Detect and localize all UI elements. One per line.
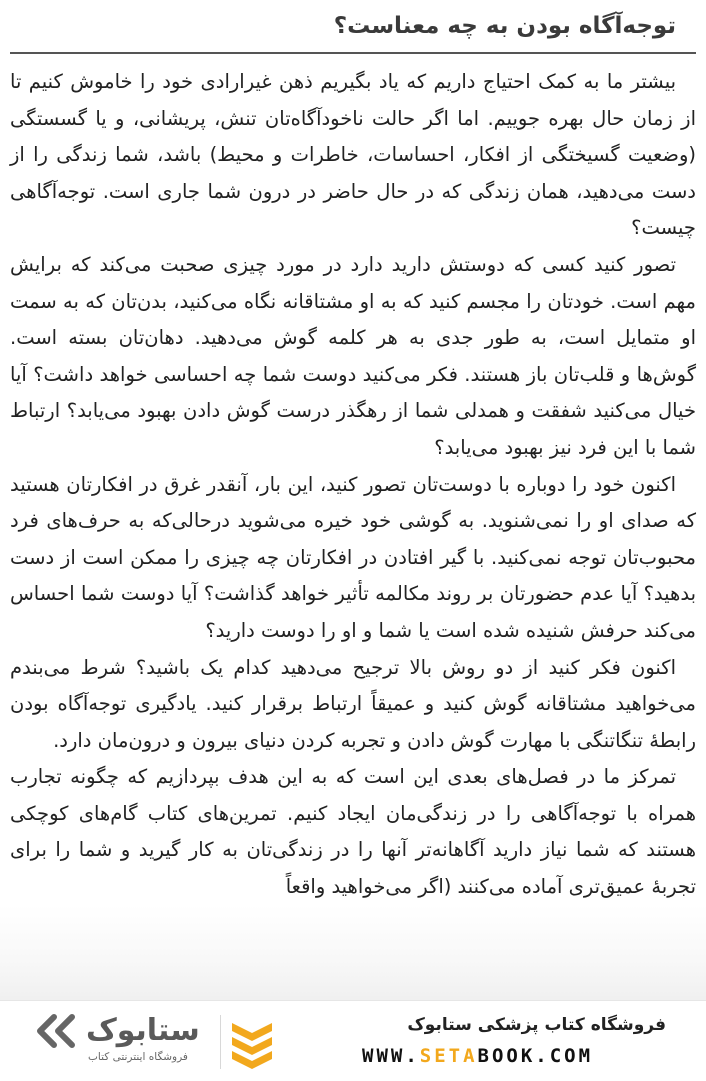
bottom-fade-overlay — [0, 905, 706, 1000]
title-divider — [10, 52, 696, 54]
setabook-logo[interactable] — [34, 1011, 274, 1073]
watermark-footer — [0, 1000, 706, 1081]
paragraph-2: تصور کنید کسی که دوستش دارید دارد در مورد چیزی صحبت می‌کند که برایش مهم است. خودتان را مجسم کنید که به او مشتاقانه نگاه می‌کنید، بدن‌تان که به سمت او متمایل است، به طور جدی به هر کلمه گوش می‌دهید. دهان‌تان بسته است. گوش‌ها و قلب‌تان باز هستند. فکر می‌کنید دوست شما چه احساسی خواهد داشت؟ آیا خیال می‌کنید شفقت و همدلی شما از رهگذر درست گوش دادن بهبود می‌یابد؟ ارتباط شما با این فرد نیز بهبود می‌یابد؟ — [10, 252, 696, 459]
paragraph-3: اکنون خود را دوباره با دوست‌تان تصور کنید، این بار، آنقدر غرق در افکارتان هستید که صدای او را نمی‌شنوید. به گوشی خود خیره می‌شوید درحالی‌که به حرف‌های فرد محبوب‌تان توجه نمی‌کنید. با گیر افتادن در افکارتان چه چیزی را ممکن است از دست بدهید؟ آیا عدم حضورتان بر روند مکالمه تأثیر خواهد گذاشت؟ آیا دوست شما احساس می‌کند حرفش شنیده شده است یا شما و او را دوست دارید؟ — [10, 472, 696, 642]
body-text — [10, 64, 696, 906]
logo-subtitle: فروشگاه اینترنتی کتاب — [88, 1051, 188, 1063]
url-prefix: WWW. — [362, 1045, 420, 1067]
paragraph-4: اکنون فکر کنید از دو روش بالا ترجیح می‌دهید کدام یک باشید؟ شرط می‌بندم می‌خواهید مشتاقانه گوش کنید و عمیقاً ارتباط برقرار کنید. یادگیری توجه‌آگاه بودن رابطهٔ تنگاتنگی با مهارت گوش دادن و تجربه کردن دنیای بیرون و درون‌مان دارد. — [10, 655, 696, 752]
book-stack-icon — [230, 1017, 274, 1069]
url-suffix: BOOK.COM — [477, 1045, 594, 1067]
store-url-link[interactable] — [362, 1045, 593, 1067]
store-name: فروشگاه کتاب پزشکی ستابوک — [407, 1015, 666, 1035]
paragraph-5: تمرکز ما در فصل‌های بعدی این است که به این هدف بپردازیم که چگونه تجارب همراه با توجه‌آگاهی را در زندگی‌مان ایجاد کنیم. تمرین‌های کتاب گام‌های کوچکی هستند که شما نیاز دارید آگاهانه‌تر آنها را در زندگی‌تان به کار گیرید و شما را برای تجربهٔ عمیق‌تری آماده می‌کنند (اگر می‌خواهید واقعاً — [10, 765, 696, 899]
logo-divider — [220, 1015, 221, 1069]
url-brand: SETA — [419, 1045, 478, 1067]
paragraph-1: بیشتر ما به کمک احتیاج داریم که یاد بگیریم ذهن غیرارادی خود را خاموش کنیم تا از زمان حال بهره جوییم. اما اگر حالت ناخودآگاه‌تان تنش، پریشانی، و یا گسستگی (وضعیت گسیختگی از افکار، احساسات، خاطرات و محیط) باشد، شما زندگی را از دست می‌دهید، همان زندگی که در حال حاضر در درون شما جاری است. توجه‌آگاهی چیست؟ — [10, 70, 696, 240]
double-chevron-icon — [34, 1011, 82, 1051]
page-title: توجه‌آگاه بودن به چه معناست؟ — [333, 13, 676, 39]
logo-wordmark: ستابوک — [86, 1013, 200, 1048]
